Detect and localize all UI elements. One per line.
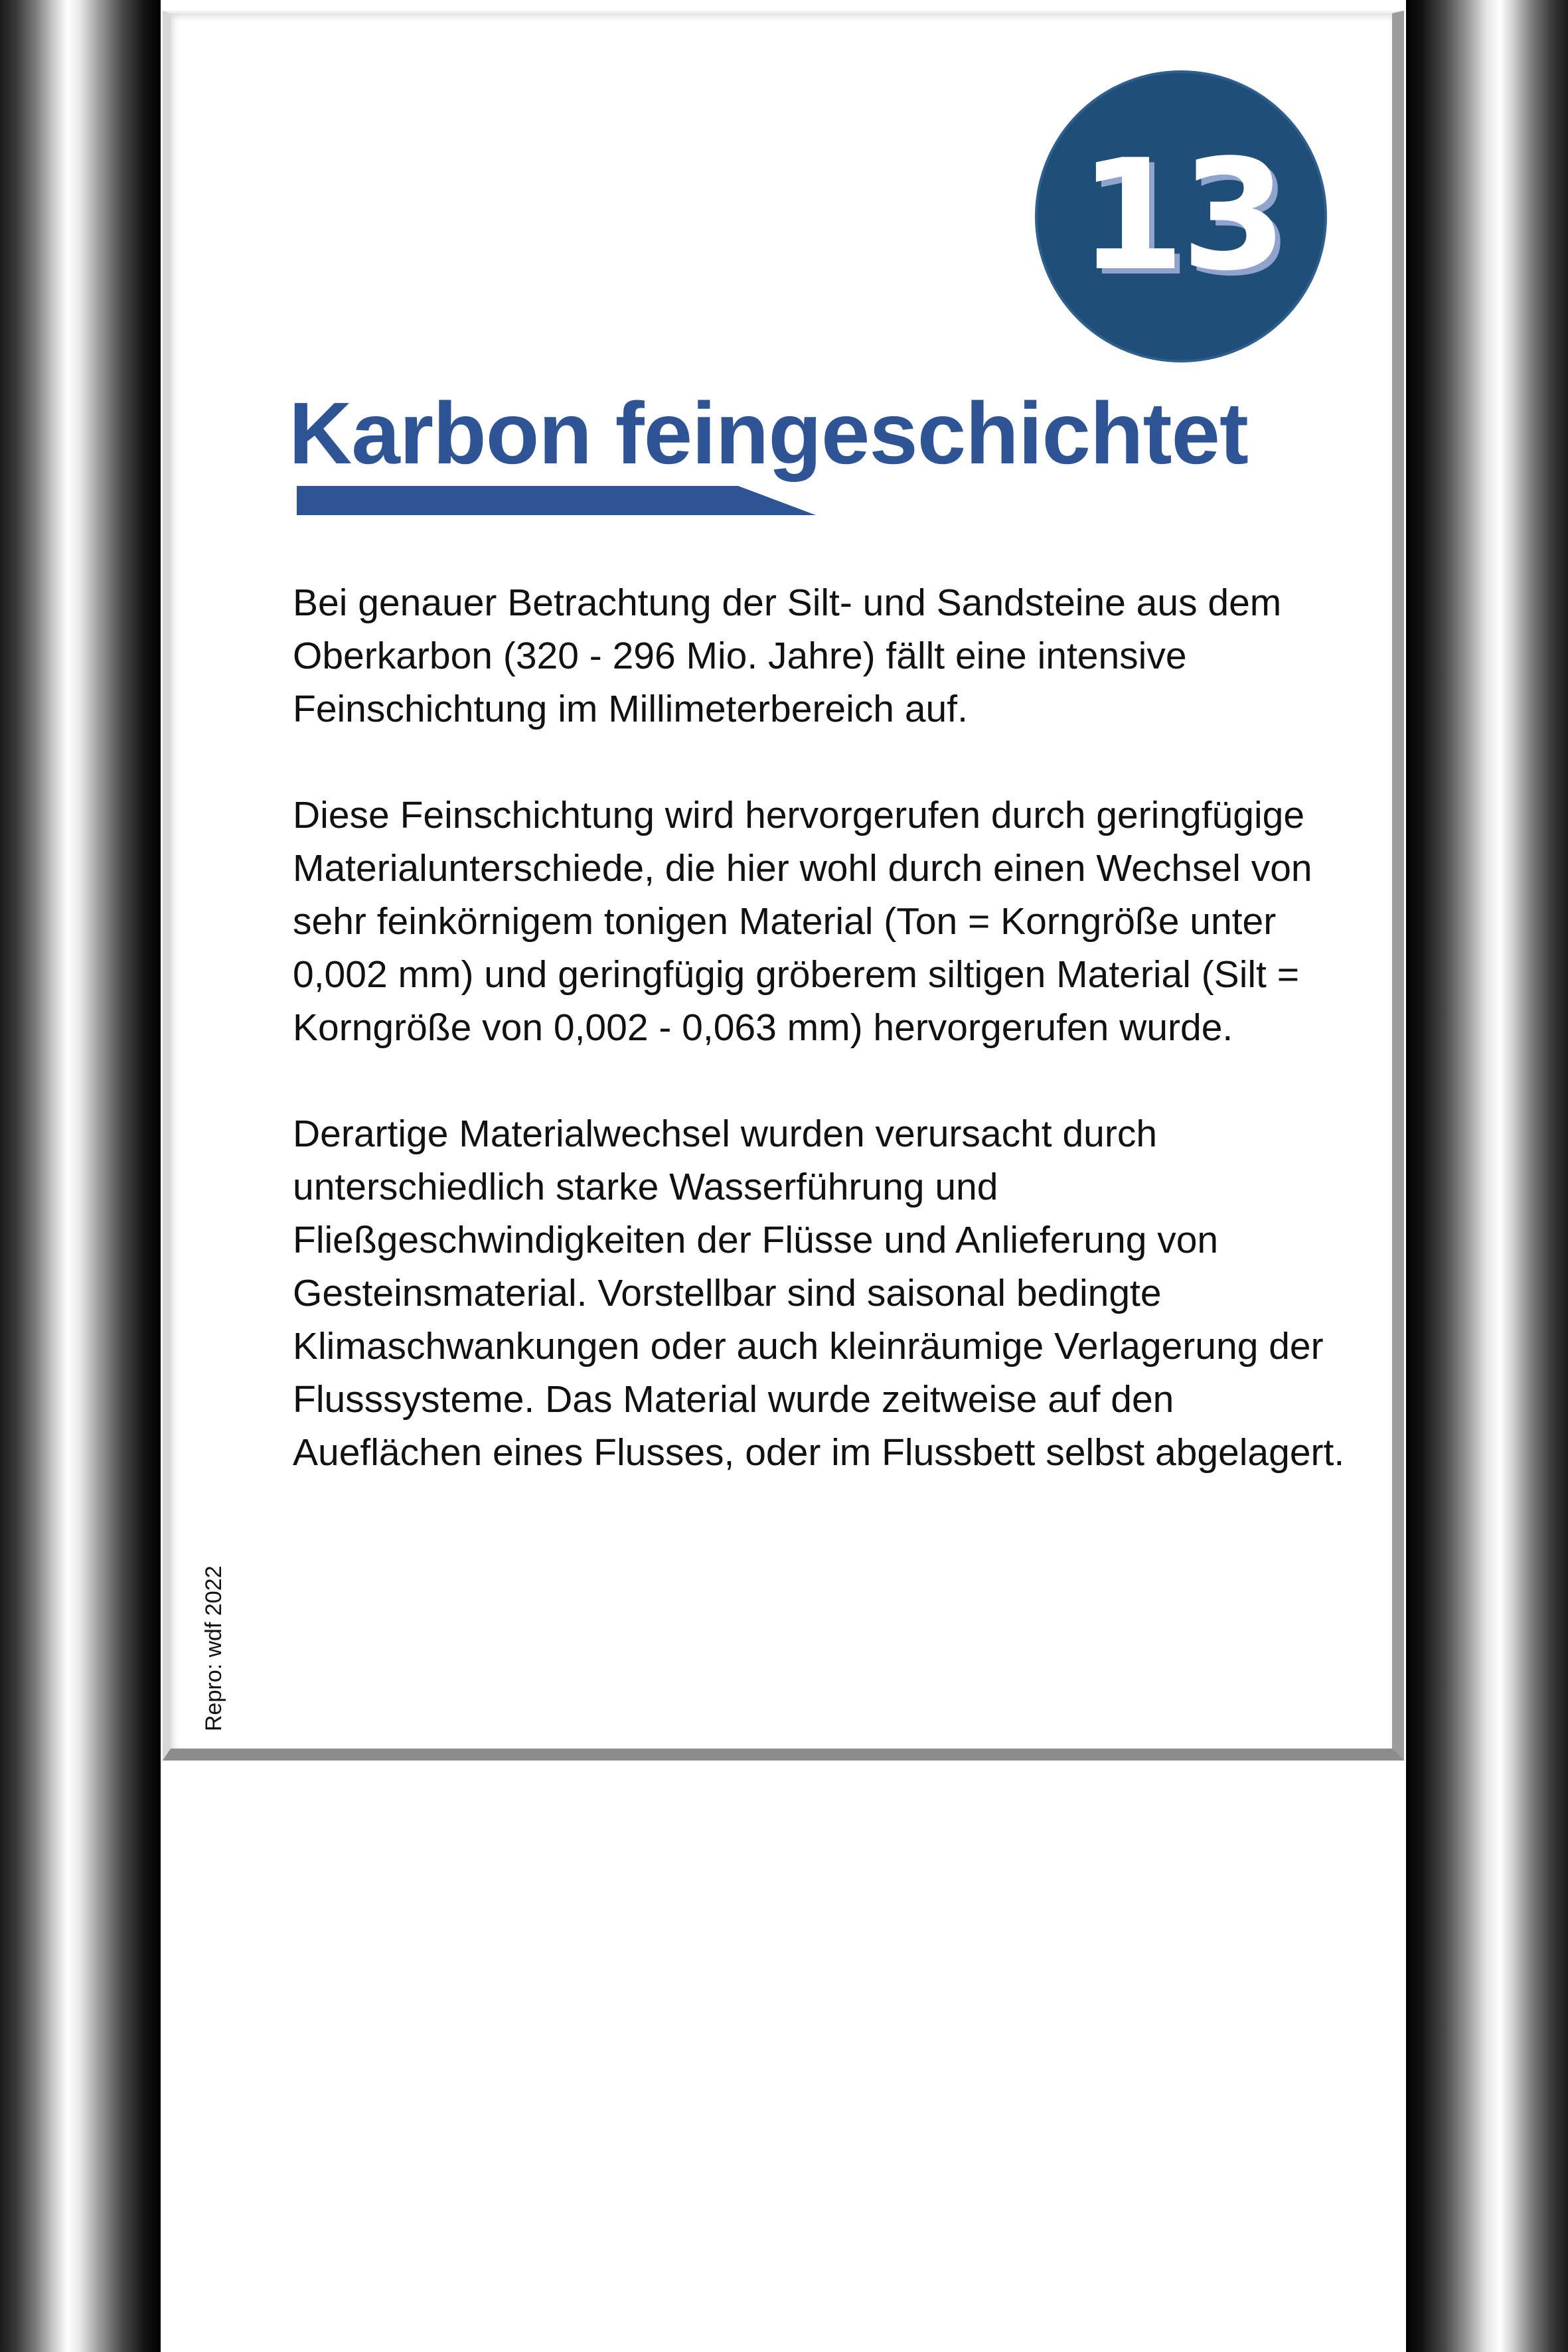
right-post [1406,0,1568,2352]
left-post [0,0,161,2352]
title-underline [297,486,816,515]
paragraph-3: Derartige Materialwechsel wurden verursacht durch unterschiedlich starke Wasserführung und Fließgeschwindigkeiten der Flüsse und Anlieferung von Gesteinsmaterial. Vorstellbar sind saisonal bedingte Klimaschwankungen oder auch kleinräumige Verlagerung der Flusssysteme. Das Material wurde zeitweise auf den Aueflächen eines Flusses, oder im Flussbett selbst abgelagert. [293,1113,1345,1474]
paragraph-2: Diese Feinschichtung wird hervorgerufen durch geringfügige Materialunterschiede, die hier wohl durch einen Wechsel von sehr feinkörnigem tonigen Material (Ton = Korngröße unter 0,002 mm) und geringfügig gröberem siltigen Material (Silt = Korngröße von 0,002 - 0,063 mm) hervorgerufen wurde. [293,794,1312,1049]
sign-title: Karbon feingeschichtet [289,384,1248,482]
sign-panel [163,11,1404,1761]
lower-blank-area [161,1759,1406,2352]
paragraph-1: Bei genauer Betrachtung der Silt- und Sandsteine aus dem Oberkarbon (320 - 296 Mio. Jahre) fällt eine intensive Feinschichtung im Millimeterbereich auf. [293,582,1282,730]
credit-text: Repro: wdf 2022 [201,1565,226,1731]
number-badge [1035,70,1327,362]
sign-body [293,576,1368,1532]
badge-number: 13 [1078,127,1284,305]
